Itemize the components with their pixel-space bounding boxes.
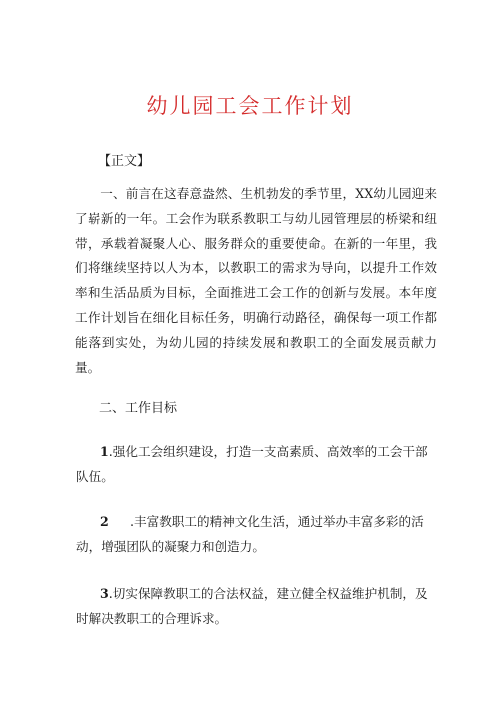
goal-item-3	[76, 582, 436, 632]
goal-text: .丰富教职工的精神文化生活，通过举办丰富多彩的活动，增强团队的凝聚力和创造力。	[76, 514, 424, 554]
goal-number: 1	[100, 444, 109, 459]
goal-item-2	[76, 510, 436, 560]
document-title: 幼儿园工会工作计划	[146, 94, 354, 118]
goals-heading: 二、工作目标	[99, 401, 178, 416]
goal-number: 3	[100, 586, 109, 601]
goal-text: .强化工会组织建设，打造一支高素质、高效率的工会干部队伍。	[76, 444, 428, 484]
goal-number: 2	[100, 514, 109, 529]
goal-item-1	[76, 440, 436, 490]
intro-paragraph: 一、前言在这春意盎然、生机勃发的季节里，XX幼儿园迎来了崭新的一年。工会作为联系教职工与幼儿园管理层的桥梁和纽带，承载着凝聚人心、服务群众的重要使命。在新的一年里，我们将继续坚持以人为本，以教职工的需求为导向，以提升工作效率和生活品质为目标，全面推进工会工作的创新与发展。本年度工作计划旨在细化目标任务，明确行动路径，确保每一项工作都能落到实处，为幼儿园的持续发展和教职工的全面发展贡献力量。	[75, 186, 437, 375]
goal-text: .切实保障教职工的合法权益，建立健全权益维护机制，及时解决教职工的合理诉求。	[76, 586, 428, 626]
section-label: 【正文】	[98, 154, 151, 169]
